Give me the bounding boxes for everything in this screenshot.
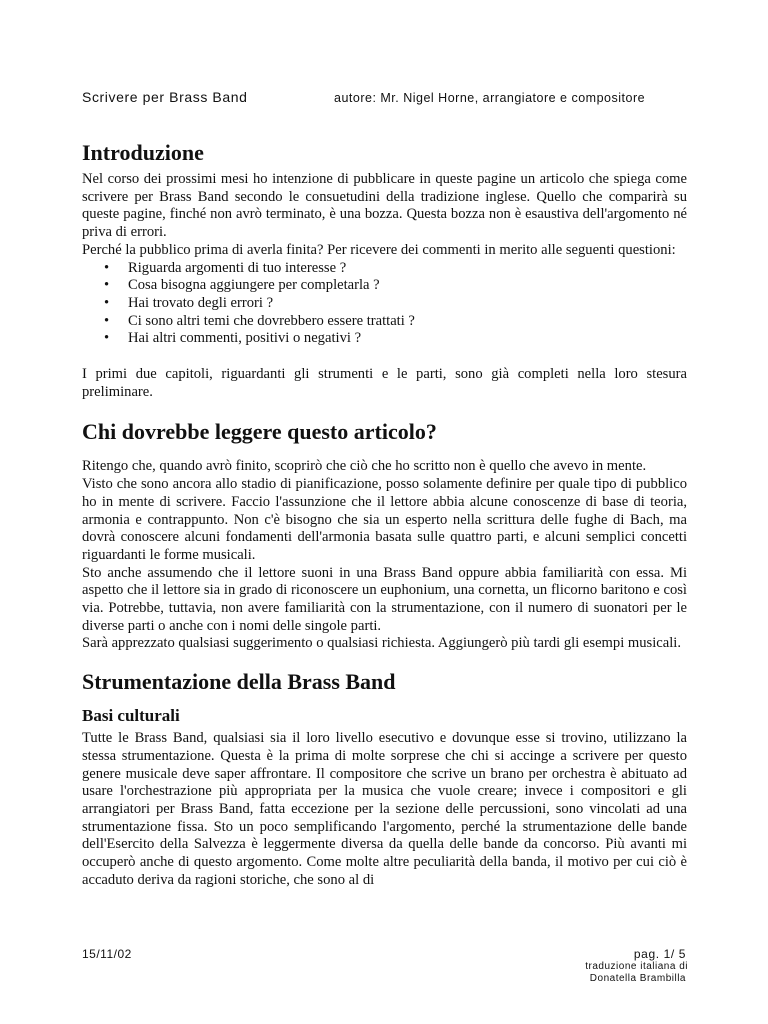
header-title: Scrivere per Brass Band — [82, 89, 248, 105]
instrumentation-paragraph-1: Tutte le Brass Band, qualsiasi sia il loro livello esecutivo e dovunque esse si trovino, utilizzano la stessa strumentazione. Questa è la prima di molte sorprese che chi si accinge a scrivere per questo genere musicale deve saper affrontare. Il compositore che scrive un brano per orchestra è abituato ad usare l'orchestrazione più appropriata per la musica che vuole creare; invece i compositori e gli arrangiatori per Brass Band, fatta eccezione per la sezione delle percussioni, sono vincolati ad una strumentazione fissa. Sto un poco semplificando l'argomento, perché la strumentazione delle bande dell'Esercito della Salvezza è leggermente diversa da quella delle bande da concorso. Più avanti mi occuperò anche di questo argomento. Come molte altre peculiarità della banda, il motivo per cui ciò è accaduto deriva da ragioni storiche, che sono al di — [82, 730, 687, 888]
heading-introduzione: Introduzione — [82, 140, 204, 165]
readers-paragraph-4: Sarà apprezzato qualsiasi suggerimento o qualsiasi richiesta. Aggiungerò più tardi gli esempi musicali. — [82, 635, 681, 652]
heading-chi-dovrebbe-leggere: Chi dovrebbe leggere questo articolo? — [82, 419, 437, 445]
intro-paragraph-1: Nel corso dei prossimi mesi ho intenzione di pubblicare in queste pagine un articolo che spiega come scrivere per Brass Band secondo le consuetudini della tradizione inglese. Quello che comparirà su queste pagine, finché non avrò terminato, è una bozza. Questa bozza non è esaustiva dell'argomento né priva di errori. — [82, 171, 687, 241]
footer-date: 15/11/02 — [82, 947, 132, 961]
intro-paragraph-2: Perché la pubblico prima di averla finita? Per ricevere dei commenti in merito alle seguenti questioni: — [82, 241, 676, 258]
list-item: • Hai trovato degli errori ? — [82, 295, 687, 313]
header-author: autore: Mr. Nigel Horne, arrangiatore e compositore — [334, 91, 646, 105]
footer-translation-credit: traduzione italiana di — [585, 961, 688, 972]
intro-paragraph-3: I primi due capitoli, riguardanti gli strumenti e le parti, sono già completi nella loro stesura preliminare. — [82, 366, 687, 400]
footer-translator-name: Donatella Brambilla — [589, 973, 686, 984]
readers-paragraph-2: Visto che sono ancora allo stadio di pianificazione, posso solamente definire per quale tipo di pubblico ho in mente di scrivere. Faccio l'assunzione che il lettore abbia alcune conoscenze di base di teoria, armonia e contrappunto. Non c'è bisogno che sia un esperto nella scrittura delle fughe di Bach, ma dovrà conoscere alcuni fondamenti dell'armonia basata sulle quattro parti, e alcuni semplici concetti riguardanti le forme musicali. — [82, 476, 687, 563]
list-item: • Cosa bisogna aggiungere per completarla ? — [82, 277, 687, 295]
heading-strumentazione: Strumentazione della Brass Band — [82, 669, 396, 695]
list-item: • Riguarda argomenti di tuo interesse ? — [82, 260, 687, 278]
readers-paragraph-3: Sto anche assumendo che il lettore suoni in una Brass Band oppure abbia familiarità con essa. Mi aspetto che il lettore sia in grado di riconoscere un euphonium, una cornetta, un flicorno baritono e così via. Potrebbe, tuttavia, non avere familiarità con la strumentazione, con il numero di suonatori per le diverse parti o anche con i nomi delle singole parti. — [82, 564, 687, 634]
document-body — [82, 140, 687, 890]
list-item: • Hai altri commenti, positivi o negativi ? — [82, 330, 687, 348]
list-item: • Ci sono altri temi che dovrebbero essere trattati ? — [82, 313, 687, 331]
questions-list — [82, 260, 687, 349]
readers-paragraph-1: Ritengo che, quando avrò finito, scoprirò che ciò che ho scritto non è quello che avevo in mente. — [82, 458, 647, 475]
footer-page-number: pag. 1/ 5 — [633, 947, 686, 961]
subheading-basi-culturali: Basi culturali — [82, 706, 180, 726]
